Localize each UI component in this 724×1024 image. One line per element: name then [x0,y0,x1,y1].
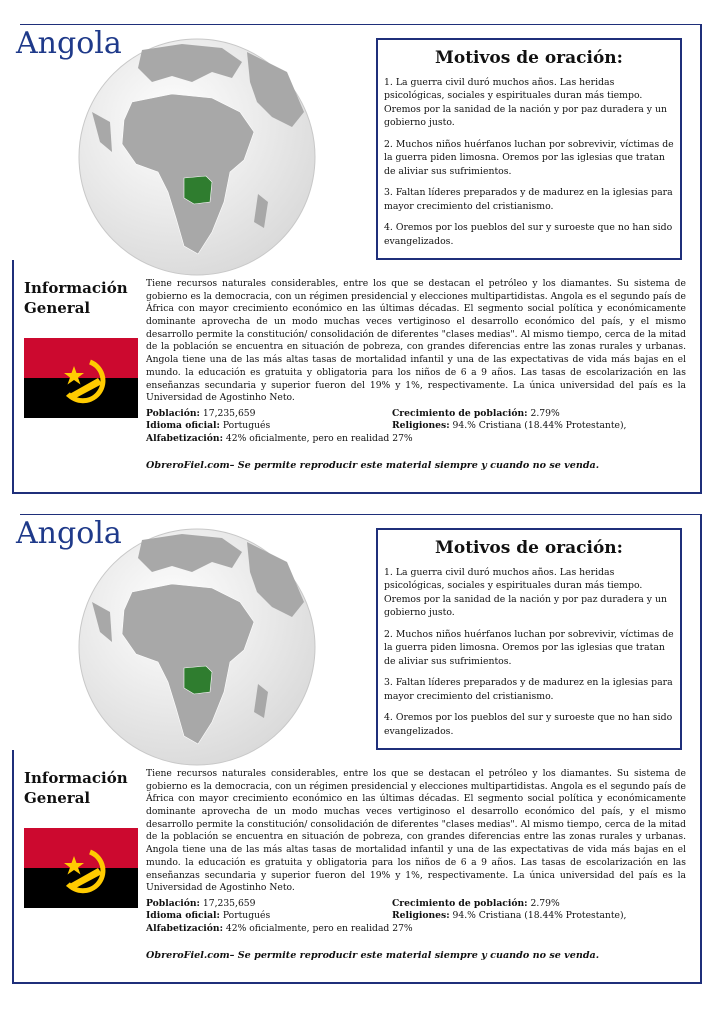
info-heading [24,768,128,809]
stats-block [146,408,686,445]
crecimiento-value: 2.79% [527,408,560,419]
prayer-item: 2. Muchos niños huérfanos luchan por sobrevivir, víctimas de la guerra piden limosna. Oremos por las iglesias que tratan de aliviar sus sufrimientos. [384,138,674,177]
alfabetizacion-label: Alfabetización: [146,922,223,934]
poblacion-value: 17,235,659 [199,898,256,909]
idioma-value: Portugués [219,420,271,432]
card-frame-left [12,260,14,494]
prayer-item: 1. La guerra civil duró muchos años. Las heridas psicológicas, sociales y espirituales duran más tiempo. Oremos por la sanidad de la nación y por paz duradera y un gobierno justo. [384,567,667,619]
alfabetizacion-value: 42% oficialmente, pero en realidad 27% [222,922,413,934]
idioma-label: Idioma oficial: [146,420,220,432]
prayer-heading: Motivos de oración: [435,538,623,558]
footer-note: ObreroFiel.com– Se permite reproducir este material siempre y cuando no se venda. [146,950,600,961]
religiones-label: Religiones: [392,910,450,922]
prayer-item: 4. Oremos por los pueblos del sur y suroeste que no han sido evangelizados. [384,222,673,247]
poblacion-label: Población: [146,408,200,419]
card-frame-left [12,750,14,984]
prayer-item: 3. Faltan líderes preparados y de madurez en la iglesias para mayor crecimiento del cristianismo. [384,677,673,702]
info-heading-line-1: Información [24,769,128,787]
religiones-value: 94.% Cristiana (18.44% Protestante), [449,420,627,432]
crecimiento-label: Crecimiento de población: [392,408,528,419]
country-title: Angola [16,516,122,551]
alfabetizacion-label: Alfabetización: [146,432,223,444]
poblacion-label: Población: [146,898,200,909]
card-frame-right [700,24,702,494]
card-frame-bottom [12,492,702,494]
stats-block [146,898,686,935]
poblacion-value: 17,235,659 [199,408,256,419]
info-text: Tiene recursos naturales considerables, entre los que se destacan el petróleo y los diamantes. Su sistema de gobierno es la democracia, con un régimen presidencial y elecciones multipartidistas. Angola es el segundo país de África con mayor crecimiento económico en las últimas décadas. El segmento social política y económicamente dominante aprovecha de un modo muchas veces vertiginoso el desarrollo económico del país, y el mismo desarrollo permite la constitución/ consolidación de diferentes "clases medias". Al mismo tiempo, cerca de la mitad de la población se encuentra en situación de pobreza, con grandes diferencias entre las zonas rurales y urbanas. Angola tiene una de las más altas tasas de mortalidad infantil y una de las expectativas de vida más bajas en el mundo. la educación es gratuita y obligatoria para los niños de 6 a 9 años. Las tasas de escolarización en las enseñanzas secundaria y superior fueron del 19% y 1%, respectivamente. La única universidad del país es la Universidad de Agostinho Neto. [146,278,686,404]
globe-map-icon [72,522,322,772]
prayer-box [376,528,682,750]
prayer-item: 2. Muchos niños huérfanos luchan por sobrevivir, víctimas de la guerra piden limosna. Oremos por las iglesias que tratan de aliviar sus sufrimientos. [384,628,674,667]
country-card [12,24,702,494]
info-heading-line-1: Información [24,279,128,297]
idioma-label: Idioma oficial: [146,910,220,922]
country-card [12,514,702,984]
info-heading-line-2: General [24,299,91,318]
footer-note: ObreroFiel.com– Se permite reproducir este material siempre y cuando no se venda. [146,460,600,471]
card-frame-top [20,514,700,515]
prayer-item: 1. La guerra civil duró muchos años. Las heridas psicológicas, sociales y espirituales duran más tiempo. Oremos por la sanidad de la nación y por paz duradera y un gobierno justo. [384,77,667,129]
info-heading-line-2: General [24,789,91,808]
crecimiento-label: Crecimiento de población: [392,898,528,909]
card-frame-bottom [12,982,702,984]
angola-flag-icon [24,828,138,908]
prayer-item: 3. Faltan líderes preparados y de madurez en la iglesias para mayor crecimiento del cristianismo. [384,187,673,212]
prayer-heading: Motivos de oración: [435,48,623,68]
religiones-label: Religiones: [392,420,450,432]
prayer-box [376,38,682,260]
idioma-value: Portugués [219,910,271,922]
angola-flag-icon [24,338,138,418]
alfabetizacion-value: 42% oficialmente, pero en realidad 27% [222,432,413,444]
globe-map-icon [72,32,322,282]
religiones-value: 94.% Cristiana (18.44% Protestante), [449,910,627,922]
info-heading [24,278,128,319]
prayer-item: 4. Oremos por los pueblos del sur y suroeste que no han sido evangelizados. [384,712,673,737]
info-text: Tiene recursos naturales considerables, entre los que se destacan el petróleo y los diamantes. Su sistema de gobierno es la democracia, con un régimen presidencial y elecciones multipartidistas. Angola es el segundo país de África con mayor crecimiento económico en las últimas décadas. El segmento social política y económicamente dominante aprovecha de un modo muchas veces vertiginoso el desarrollo económico del país, y el mismo desarrollo permite la constitución/ consolidación de diferentes "clases medias". Al mismo tiempo, cerca de la mitad de la población se encuentra en situación de pobreza, con grandes diferencias entre las zonas rurales y urbanas. Angola tiene una de las más altas tasas de mortalidad infantil y una de las expectativas de vida más bajas en el mundo. la educación es gratuita y obligatoria para los niños de 6 a 9 años. Las tasas de escolarización en las enseñanzas secundaria y superior fueron del 19% y 1%, respectivamente. La única universidad del país es la Universidad de Agostinho Neto. [146,768,686,894]
country-title: Angola [16,26,122,61]
card-frame-right [700,514,702,984]
crecimiento-value: 2.79% [527,898,560,909]
card-frame-top [20,24,700,25]
